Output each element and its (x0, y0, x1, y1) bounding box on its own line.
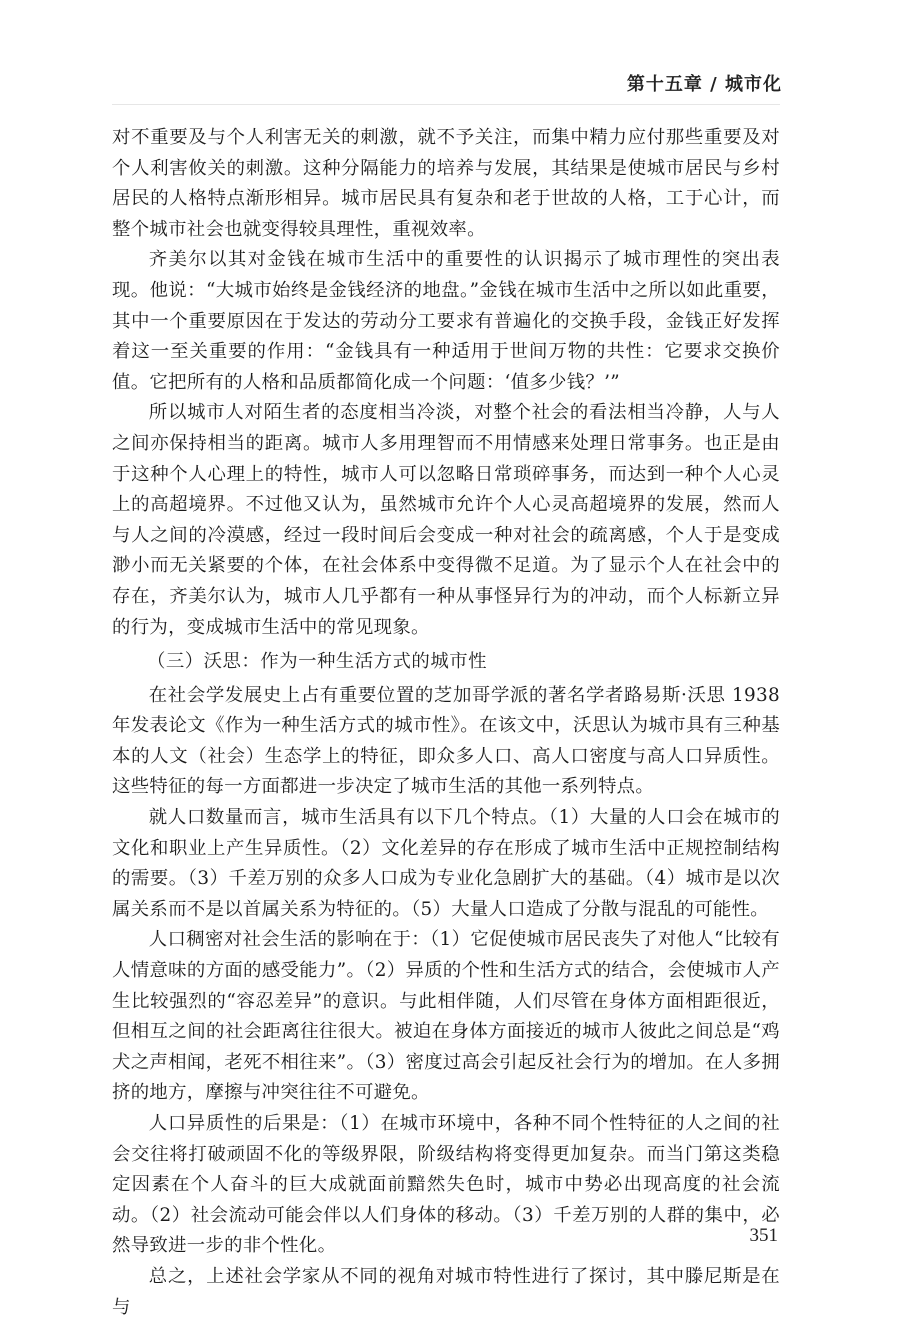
page-number: 351 (749, 1225, 778, 1246)
section-heading: （三）沃思：作为一种生活方式的城市性 (146, 651, 487, 673)
paragraph-population-size: 就人口数量而言，城市生活具有以下几个特点。（1）大量的人口会在城市的文化和职业上产生异质性。（2）文化差异的存在形成了城市生活中正规控制结构的需要。（3）千差万别的众多人口成为专业化急剧扩大的基础。（4）城市是以次属关系而不是以首属关系为特征的。（5）大量人口造成了分散与混乱的可能性。 (112, 807, 780, 920)
paragraph-heterogeneity: 人口异质性的后果是：（1）在城市环境中，各种不同个性特征的人之间的社会交往将打破顽固不化的等级界限，阶级结构将变得更加复杂。而当门第这类稳定因素在个人奋斗的巨大成就面前黯然失色时，城市中势必出现高度的社会流动。（2）社会流动可能会伴以人们身体的移动。（3）千差万别的人群的集中，必然导致进一步的非个性化。 (112, 1113, 780, 1257)
running-header: 第十五章 / 城市化 (626, 74, 782, 95)
header-rule (112, 104, 780, 105)
paragraph-continued: 对不重要及与个人利害无关的刺激，就不予关注，而集中精力应付那些重要及对个人利害攸关的刺激。这种分隔能力的培养与发展，其结果是使城市居民与乡村居民的人格特点渐形相异。城市居民具有复杂和老于世故的人格，工于心计，而整个城市社会也就变得较具理性，重视效率。 (112, 127, 780, 240)
paragraph-simmel-money: 齐美尔以其对金钱在城市生活中的重要性的认识揭示了城市理性的突出表现。他说：“大城市始终是金钱经济的地盘。”金钱在城市生活中之所以如此重要，其中一个重要原因在于发达的劳动分工要求有普遍化的交换手段，金钱正好发挥着这一至关重要的作用：“金钱具有一种适用于世间万物的共性：它要求交换价值。它把所有的人格和品质都简化成一个问题：‘值多少钱？’” (112, 249, 780, 393)
paragraph-summary: 总之，上述社会学家从不同的视角对城市特性进行了探讨，其中滕尼斯是在与 (112, 1265, 780, 1318)
page-body (112, 123, 780, 1323)
paragraph-wirth-intro: 在社会学发展史上占有重要位置的芝加哥学派的著名学者路易斯·沃思 1938 年发表论文《作为一种生活方式的城市性》。在该文中，沃思认为城市具有三种基本的人文（社会）生态学上的特征，即众多人口、高人口密度与高人口异质性。这些特征的每一方面都进一步决定了城市生活的其他一系列特点。 (112, 684, 780, 798)
paragraph-population-density: 人口稠密对社会生活的影响在于：（1）它促使城市居民丧失了对他人“比较有人情意味的方面的感受能力”。（2）异质的个性和生活方式的结合，会使城市人产生比较强烈的“容忍差异”的意识。与此相伴随，人们尽管在身体方面相距很近，但相互之间的社会距离往往很大。被迫在身体方面接近的城市人彼此之间总是“鸡犬之声相闻，老死不相往来”。（3）密度过高会引起反社会行为的增加。在人多拥挤的地方，摩擦与冲突往往不可避免。 (112, 929, 780, 1104)
paragraph-simmel-attitude: 所以城市人对陌生者的态度相当冷淡，对整个社会的看法相当冷静，人与人之间亦保持相当的距离。城市人多用理智而不用情感来处理日常事务。也正是由于这种个人心理上的特性，城市人可以忽略日常琐碎事务，而达到一种个人心灵上的高超境界。不过他又认为，虽然城市允许个人心灵高超境界的发展，然而人与人之间的冷漠感，经过一段时间后会变成一种对社会的疏离感，个人于是变成渺小而无关紧要的个体，在社会体系中变得微不足道。为了显示个人在社会中的存在，齐美尔认为，城市人几乎都有一种从事怪异行为的冲动，而个人标新立异的行为，变成城市生活中的常见现象。 (112, 402, 780, 638)
